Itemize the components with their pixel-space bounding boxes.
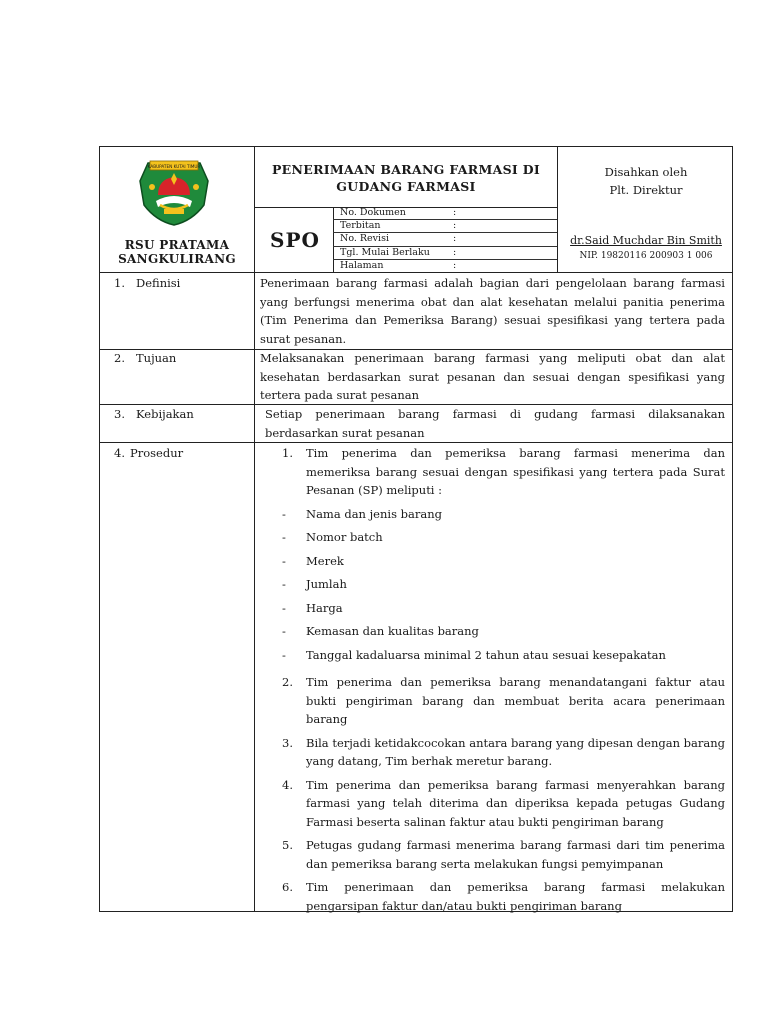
sublist-item: - Tanggal kadaluarsa minimal 2 tahun atau sesuai kesepakatan (282, 647, 666, 662)
kutai-timur-emblem-icon (134, 155, 214, 227)
body-table (99, 273, 733, 912)
procedure-list (282, 444, 725, 915)
approval-line1: Disahkan oleh (604, 165, 688, 179)
procedure-step: 6. Tim penerimaan dan pemeriksa barang farmasi melakukan pengarsipan faktur dan/atau bukti pengiriman barang (282, 880, 725, 913)
director-nip: NIP. 19820116 200903 1 006 (579, 251, 713, 261)
doc-info-row: Tgl. Mulai Berlaku : (333, 247, 557, 260)
org-name-line2: SANGKULIRANG (118, 252, 236, 266)
doc-title: PENERIMAAN BARANG FARMASI DI GUDANG FARMASI (271, 162, 540, 194)
kebijakan-text: Setiap penerimaan barang farmasi di gudang farmasi dilaksanakan berdasarkan surat pesanan (265, 407, 725, 440)
sublist-item: - Jumlah (282, 577, 347, 591)
director-name: dr.Said Muchdar Bin Smith (570, 234, 722, 247)
procedure-step: 5. Petugas gudang farmasi menerima barang farmasi dari tim penerima dan pemeriksa barang serta melakukan fungsi pemyimpanan (282, 838, 725, 871)
doc-info-table (333, 207, 557, 272)
doc-info-row: No. Dokumen : (333, 207, 557, 220)
logo-banner-text: KABUPATEN KUTAI TIMUR (147, 164, 201, 169)
header-table (99, 146, 733, 273)
section-label-definisi: 1. Definisi (114, 276, 181, 290)
definisi-text: Penerimaan barang farmasi adalah bagian dari pengelolaan barang farmasi yang berfungsi menerima obat dan alat kesehatan melalui panitia penerima (Tim Penerima dan Pemeriksa Barang) sesuai spesifikasi yang tertera pada surat pesanan. (260, 276, 725, 346)
procedure-step: 2. Tim penerima dan pemeriksa barang menandatangani faktur atau bukti pengiriman barang dan membuat berita acara penerimaan barang (282, 675, 725, 726)
org-name-line1: RSU PRATAMA (124, 238, 230, 252)
sublist-item: - Harga (282, 600, 343, 615)
procedure-step: 1. Tim penerima dan pemeriksa barang farmasi menerima dan memeriksa barang sesuai dengan spesifikasi yang tertera pada Surat Pesanan (SP) meliputi : (282, 446, 725, 497)
section-label-tujuan: 2. Tujuan (114, 351, 177, 365)
approval-line2: Plt. Direktur (609, 183, 683, 197)
tujuan-text: Melaksanakan penerimaan barang farmasi yang meliputi obat dan alat kesehatan berdasarkan surat pesanan dan sesuai dengan spesifikasi yang tertera pada surat pesanan (260, 351, 725, 402)
spo-label: SPO (270, 228, 320, 252)
logo-cell (100, 147, 254, 272)
sublist-item: - Kemasan dan kualitas barang (282, 624, 479, 638)
sublist-item: - Nama dan jenis barang (282, 506, 442, 521)
title-cell (255, 147, 557, 208)
procedure-sublist (282, 505, 725, 665)
approval-cell (558, 147, 734, 272)
doc-info-row: Halaman : (340, 259, 457, 271)
sublist-item: - Nomor batch (282, 530, 383, 544)
section-label-prosedur: 4. Prosedur (114, 446, 184, 460)
sublist-item: - Merek (282, 553, 344, 568)
section-label-kebijakan: 3. Kebijakan (114, 407, 194, 421)
procedure-step: 3. Bila terjadi ketidakcocokan antara barang yang dipesan dengan barang yang datang, Tim berhak meretur barang. (282, 735, 725, 768)
doc-info-row: Terbitan : (333, 220, 557, 233)
doc-info-row: No. Revisi : (333, 233, 557, 246)
procedure-step: 4. Tim penerima dan pemeriksa barang farmasi menyerahkan barang farmasi yang telah diterima dan diperiksa kepada petugas Gudang Farmasi beserta salinan faktur atau bukti pengiriman barang (282, 777, 725, 829)
